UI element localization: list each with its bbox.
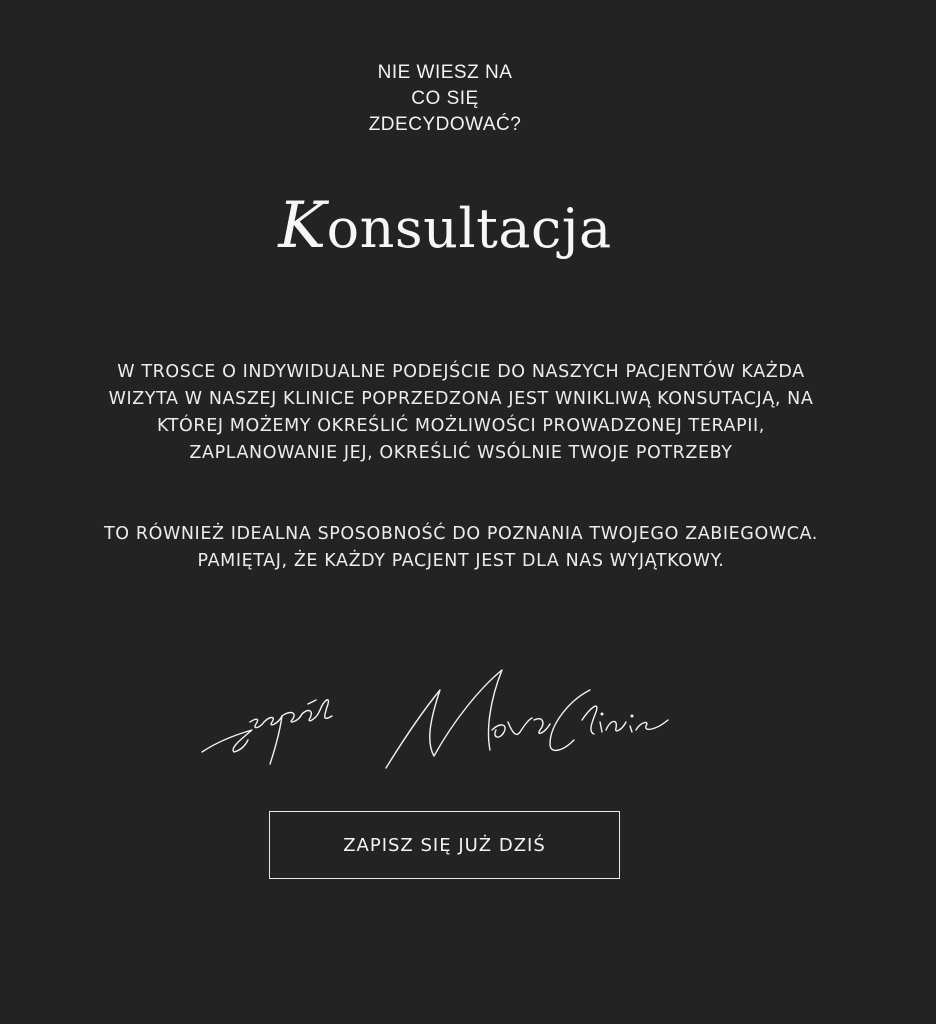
eyebrow-line-2: CO SIĘ [411,88,479,109]
signature-text: zespół Nova Clinic [430,778,440,779]
eyebrow-question [0,60,890,138]
signature-image [190,660,680,780]
eyebrow-line-1: NIE WIESZ NA [377,62,513,83]
page-title [0,186,890,269]
page-title-rest: onsultacja [326,197,612,260]
page-title-initial: K [278,189,327,263]
specialist-paragraph: TO RÓWNIEŻ IDEALNA SPOSOBNOŚĆ DO POZNANIA TWOJEGO ZABIEGOWCA. PAMIĘTAJ, ŻE KAŻDY PACJENT JEST DLA NAS WYJĄTKOWY. [104,524,818,571]
eyebrow-line-3: ZDECYDOWAĆ? [368,114,522,135]
intro-paragraph: W TROSCE O INDYWIDUALNE PODEJŚCIE DO NASZYCH PACJENTÓW KAŻDA WIZYTA W NASZEJ KLINICE POPRZEDZONA JEST WNIKLIWĄ KONSUTACJĄ, NA KTÓREJ MOŻEMY OKREŚLIĆ MOŻLIWOŚCI PROWADZONEJ TERAPII, ZAPLANOWANIE JEJ, OKREŚLIĆ WSÓLNIE TWOJE POTRZEBY [108,362,814,463]
sign-up-button[interactable]: ZAPISZ SIĘ JUŻ DZIŚ [269,811,620,879]
